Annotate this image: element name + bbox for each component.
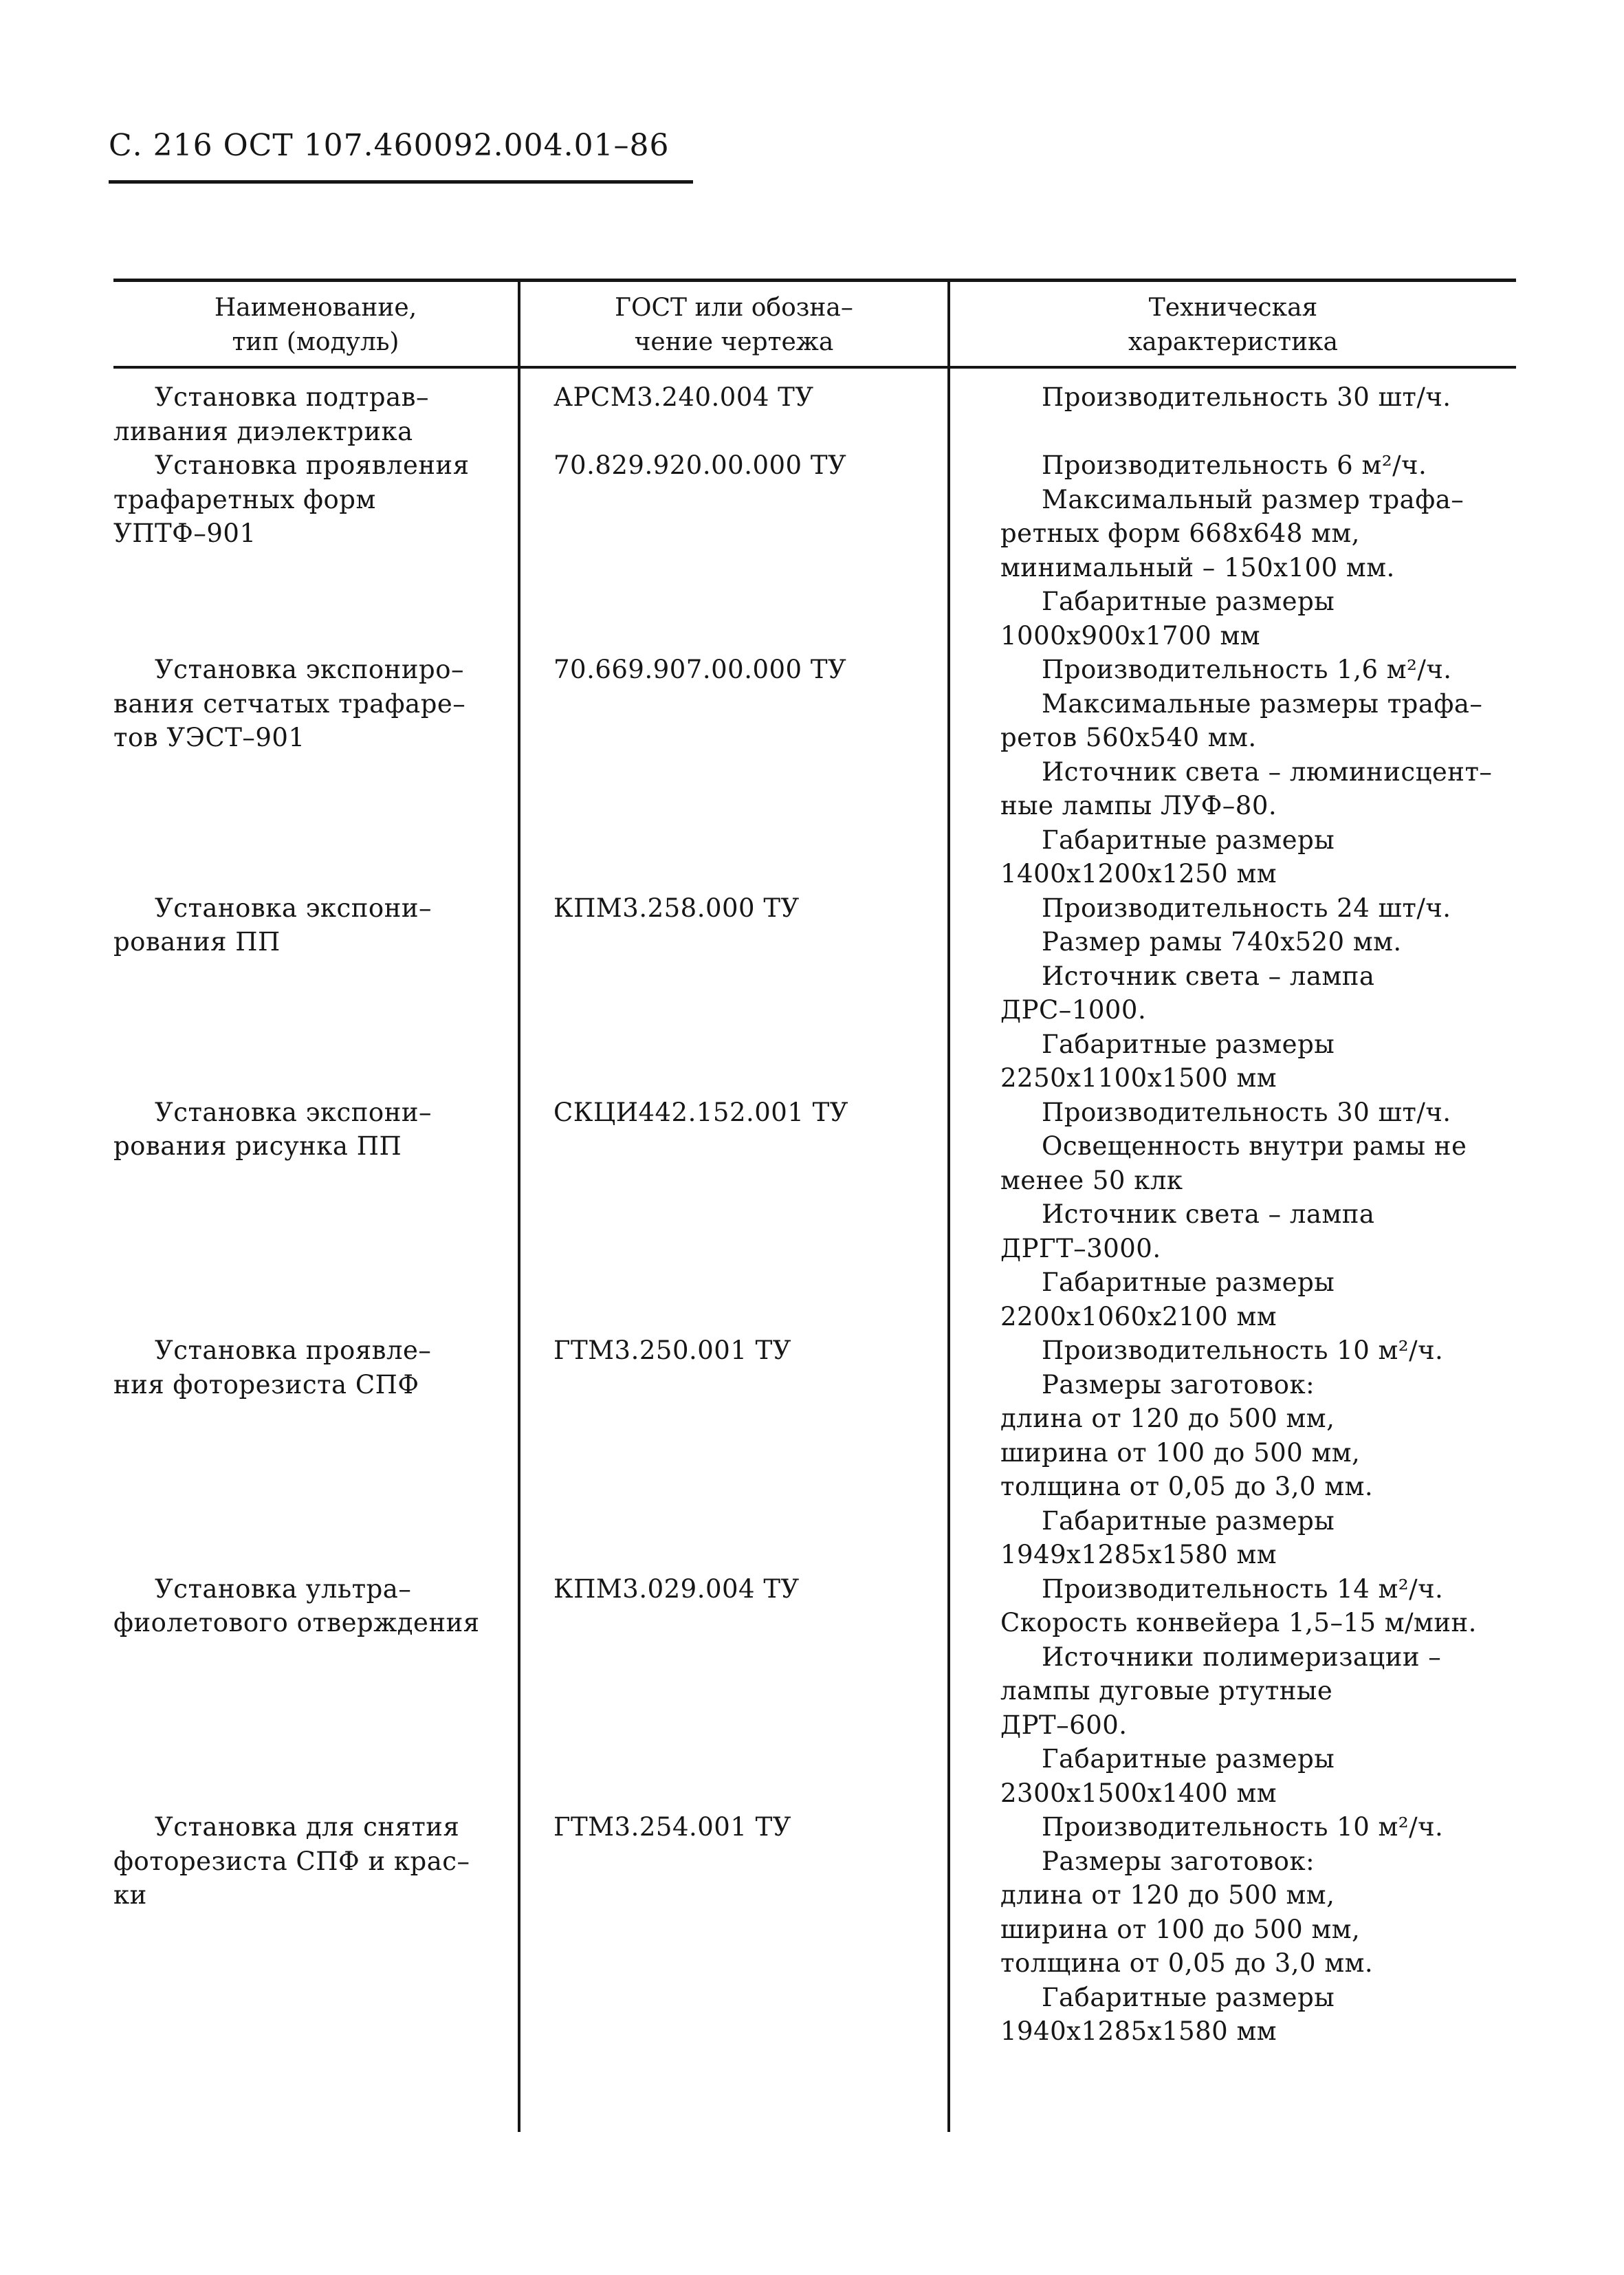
table-header-rule — [113, 366, 1516, 369]
cell-name — [113, 1810, 512, 1913]
header-rule — [109, 180, 693, 184]
column-divider-2 — [947, 279, 950, 2132]
name-line: фиолетового отверждения — [113, 1608, 480, 1637]
spec-line: Производительность 10 м²/ч. — [1042, 1336, 1444, 1365]
spec-line: 1940х1285х1580 мм — [1000, 2016, 1277, 2046]
name-line: фоторезиста СПФ и крас– — [113, 1846, 470, 1876]
spec-line: толщина от 0,05 до 3,0 мм. — [1000, 1472, 1374, 1501]
column-header-gost — [520, 291, 947, 359]
name-line: рования ПП — [113, 927, 281, 957]
spec-line: Производительность 30 шт/ч. — [1042, 1097, 1451, 1127]
spec-line: длина от 120 до 500 мм, — [1000, 1404, 1335, 1433]
cell-gost: ГТМ3.254.001 ТУ — [553, 1812, 792, 1842]
spec-line: минимальный – 150х100 мм. — [1000, 552, 1395, 583]
name-line: Установка подтрав– — [155, 382, 429, 412]
spec-line: ДРТ–600. — [1000, 1710, 1128, 1740]
spec-line: Освещенность внутри рамы не — [1042, 1131, 1467, 1161]
column-header-line: тип (модуль) — [232, 327, 399, 356]
name-line: рования рисунка ПП — [113, 1131, 402, 1161]
cell-gost: ГТМ3.250.001 ТУ — [553, 1336, 792, 1365]
column-header-line: ГОСТ или обозна– — [615, 294, 853, 322]
spec-line: Максимальный размер трафа– — [1042, 484, 1464, 514]
spec-line: ширина от 100 до 500 мм, — [1000, 1914, 1361, 1944]
cell-name — [113, 1096, 512, 1164]
spec-line: Размеры заготовок: — [1042, 1846, 1315, 1876]
name-line: Установка ультра– — [155, 1574, 412, 1604]
cell-spec — [1000, 1096, 1537, 1334]
cell-name — [113, 1572, 512, 1640]
spec-line: ретов 560х540 мм. — [1000, 723, 1257, 752]
cell-spec — [1000, 1572, 1537, 1811]
column-header-line: характеристика — [1128, 327, 1339, 356]
spec-line: 1400х1200х1250 мм — [1000, 859, 1277, 889]
spec-line: Габаритные размеры — [1042, 587, 1335, 616]
table-top-rule — [113, 279, 1516, 282]
spec-line: Габаритные размеры — [1042, 1982, 1335, 2012]
spec-line: длина от 120 до 500 мм, — [1000, 1880, 1335, 1910]
cell-spec — [1000, 1810, 1537, 2049]
spec-line: Производительность 6 м²/ч. — [1042, 450, 1427, 480]
cell-name — [113, 380, 512, 448]
name-line: Установка экспони– — [155, 1097, 432, 1127]
cell-name — [113, 653, 512, 755]
cell-gost: АРСМ3.240.004 ТУ — [553, 382, 814, 412]
name-line: Установка экспониро– — [155, 655, 464, 684]
cell-name — [113, 448, 512, 551]
spec-line: Скорость конвейера 1,5–15 м/мин. — [1000, 1608, 1477, 1637]
spec-line: ретных форм 668х648 мм, — [1000, 519, 1360, 548]
spec-line: Источник света – лампа — [1042, 1199, 1375, 1229]
spec-line: менее 50 клк — [1000, 1165, 1183, 1195]
spec-line: Размеры заготовок: — [1042, 1369, 1315, 1400]
spec-line: Источники полимеризации – — [1042, 1642, 1442, 1672]
spec-line: Производительность 24 шт/ч. — [1042, 893, 1451, 923]
name-line: УПТФ–901 — [113, 519, 256, 548]
spec-line: Максимальные размеры трафа– — [1042, 688, 1483, 719]
cell-spec — [1000, 653, 1537, 891]
column-header-spec — [950, 291, 1516, 359]
spec-line: Производительность 30 шт/ч. — [1042, 382, 1451, 412]
spec-line: толщина от 0,05 до 3,0 мм. — [1000, 1948, 1374, 1978]
spec-line: 1000х900х1700 мм — [1000, 620, 1260, 651]
spec-line: ДРС–1000. — [1000, 995, 1147, 1025]
spec-line: 1949х1285х1580 мм — [1000, 1540, 1277, 1569]
spec-line: Габаритные размеры — [1042, 1267, 1335, 1297]
spec-line: Габаритные размеры — [1042, 1744, 1335, 1774]
cell-spec — [1000, 380, 1537, 415]
cell-gost: СКЦИ442.152.001 ТУ — [553, 1097, 849, 1127]
column-header-name — [113, 291, 518, 359]
spec-line: ДРГТ–3000. — [1000, 1233, 1161, 1263]
name-line: тов УЭСТ–901 — [113, 723, 305, 752]
page-header: С. 216 ОСТ 107.460092.004.01–86 — [109, 128, 670, 163]
cell-gost: КПМ3.029.004 ТУ — [553, 1574, 800, 1604]
cell-spec — [1000, 891, 1537, 1096]
column-header-line: чение чертежа — [634, 327, 834, 356]
column-header-line: Наименование, — [214, 294, 417, 322]
spec-line: Производительность 10 м²/ч. — [1042, 1812, 1444, 1842]
name-line: ния фоторезиста СПФ — [113, 1369, 419, 1400]
spec-line: 2250х1100х1500 мм — [1000, 1063, 1277, 1093]
spec-line: ные лампы ЛУФ–80. — [1000, 791, 1277, 820]
name-line: Установка для снятия — [155, 1812, 460, 1842]
cell-spec — [1000, 448, 1537, 653]
spec-line: Размер рамы 740х520 мм. — [1042, 927, 1402, 957]
spec-line: Габаритные размеры — [1042, 825, 1335, 855]
spec-line: 2300х1500х1400 мм — [1000, 1778, 1277, 1808]
name-line: Установка проявле– — [155, 1336, 432, 1365]
cell-gost: 70.669.907.00.000 ТУ — [553, 655, 847, 684]
name-line: Установка экспони– — [155, 893, 432, 923]
name-line: Установка проявления — [155, 450, 470, 480]
cell-name — [113, 1334, 512, 1402]
spec-line: Источник света – люминисцент– — [1042, 756, 1493, 787]
spec-line: Производительность 14 м²/ч. — [1042, 1574, 1444, 1604]
name-line: трафаретных форм — [113, 484, 376, 514]
name-line: ливания диэлектрика — [113, 416, 413, 446]
cell-name — [113, 891, 512, 959]
column-header-line: Техническая — [1148, 294, 1318, 322]
equipment-table — [113, 279, 1516, 2132]
cell-spec — [1000, 1334, 1537, 1572]
spec-line: лампы дуговые ртутные — [1000, 1676, 1333, 1706]
cell-gost: 70.829.920.00.000 ТУ — [553, 450, 847, 480]
spec-line: Источник света – лампа — [1042, 961, 1375, 991]
spec-line: ширина от 100 до 500 мм, — [1000, 1437, 1361, 1468]
cell-gost: КПМ3.258.000 ТУ — [553, 893, 800, 923]
column-divider-1 — [518, 279, 520, 2132]
spec-line: Габаритные размеры — [1042, 1029, 1335, 1059]
spec-line: Габаритные размеры — [1042, 1505, 1335, 1536]
spec-line: 2200х1060х2100 мм — [1000, 1301, 1277, 1331]
name-line: вания сетчатых трафаре– — [113, 688, 466, 719]
spec-line: Производительность 1,6 м²/ч. — [1042, 655, 1452, 684]
name-line: ки — [113, 1880, 147, 1910]
